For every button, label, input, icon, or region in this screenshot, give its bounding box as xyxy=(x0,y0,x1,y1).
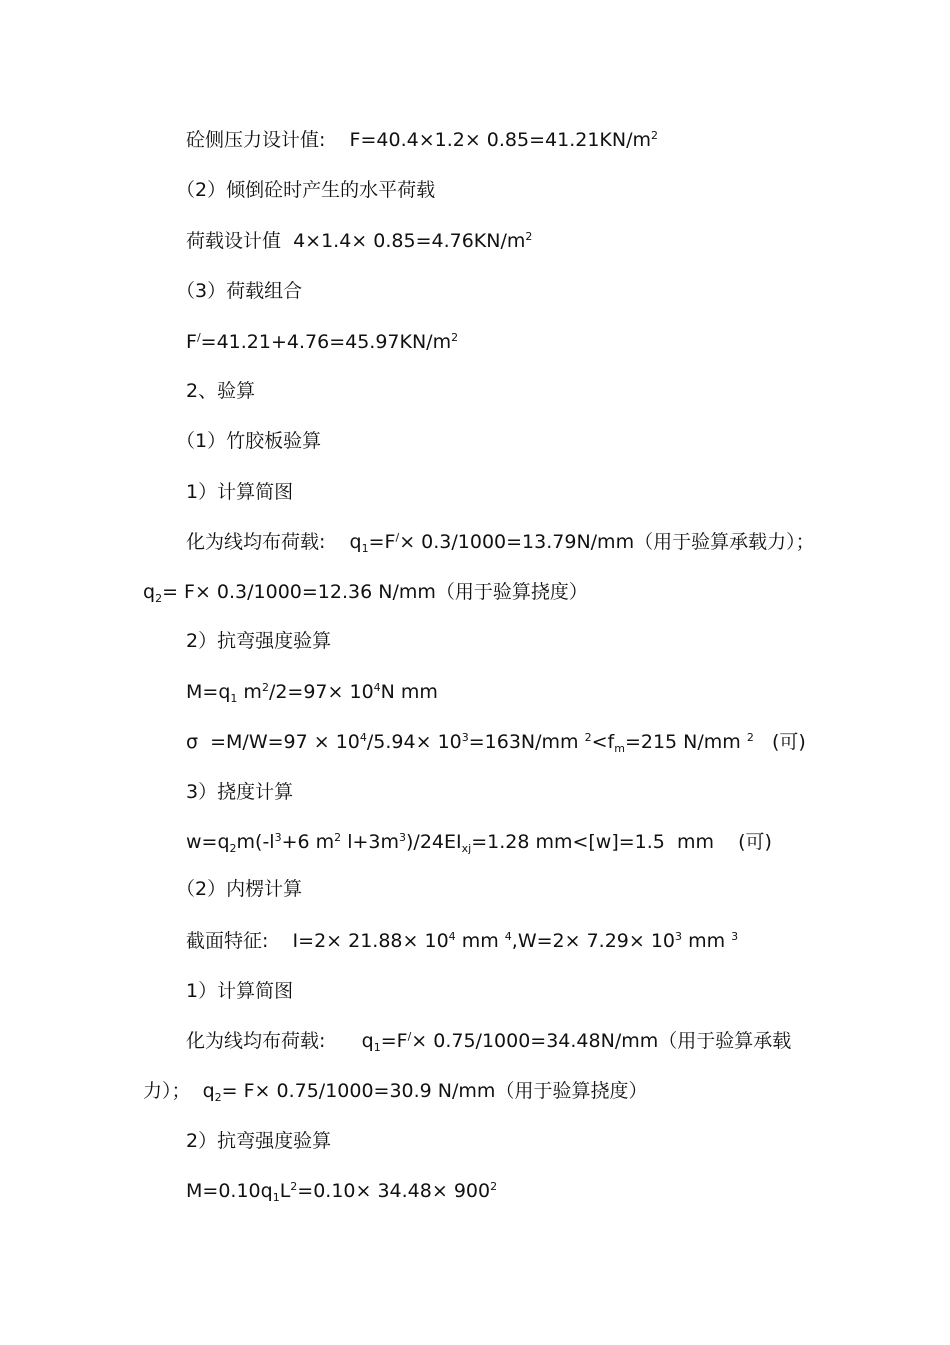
line-distributed-load-1-cont: $q_2= F\times 0.3/1000=12.36$ N/mm（用于验算挠度） xyxy=(143,581,588,605)
heading-bamboo-board: （1）竹胶板验算 xyxy=(176,430,322,452)
line-distributed-load-2: 化为线均布荷载: $q_1=F^/\times 0.75/1000=34.48N/mm$（用于验算承载 xyxy=(186,1030,792,1054)
line-stress-check: $\sigma =M/W=97 \times 10^4/5.94\times 10^3=163N/mm$ $^2<f_m=215$ N/mm $^2$ (可) xyxy=(186,731,806,755)
line-moment-1: $M=q_1$ $m^2/2=97\times 10^4N$ mm xyxy=(186,681,438,705)
heading-verification: 2、验算 xyxy=(186,380,256,402)
heading-horizontal-load: （2）倾倒砼时产生的水平荷载 xyxy=(176,179,436,201)
heading-calc-diagram-1: 1）计算简图 xyxy=(186,481,294,503)
line-section-properties: 截面特征: $I=2\times 21.88\times 10^4$ mm $^4,W=2\times 7.29\times 10^3$ mm $^3$ xyxy=(186,930,739,952)
heading-inner-joist: （2）内楞计算 xyxy=(176,878,303,900)
line-load-design-value: 荷载设计值 $4\times 1.4\times 0.85=4.76KN/m^2$ xyxy=(186,230,533,252)
heading-bending-strength-1: 2）抗弯强度验算 xyxy=(186,630,332,652)
heading-bending-strength-2: 2）抗弯强度验算 xyxy=(186,1130,332,1152)
heading-deflection-calc: 3）挠度计算 xyxy=(186,781,294,803)
line-concrete-pressure: 砼侧压力设计值: $F=40.4\times 1.2\times 0.85=41.21KN/m^2$ xyxy=(186,129,659,151)
line-distributed-load-2-cont: 力）； $q_2= F\times 0.75/1000=30.9$ N/mm（用于验算挠度） xyxy=(143,1080,648,1104)
line-combined-load: $F^/=41.21+4.76=45.97KN/m^2$ xyxy=(186,331,459,353)
line-moment-2: $M=0.10q_1L^2=0.10\times 34.48\times 900^2$ xyxy=(186,1180,498,1204)
heading-load-combination: （3）荷载组合 xyxy=(176,280,303,302)
line-distributed-load-1: 化为线均布荷载: $q_1=F^/\times 0.3/1000=13.79N/mm$（用于验算承载力）； xyxy=(186,531,815,555)
heading-calc-diagram-2: 1）计算简图 xyxy=(186,980,294,1002)
line-deflection-check: $w=q_2m(-l^3+6$ $m^2$ $l+3m^3)/24EI_{xj}=1.28$ mm<[w]=1.5 mm (可) xyxy=(186,831,772,855)
